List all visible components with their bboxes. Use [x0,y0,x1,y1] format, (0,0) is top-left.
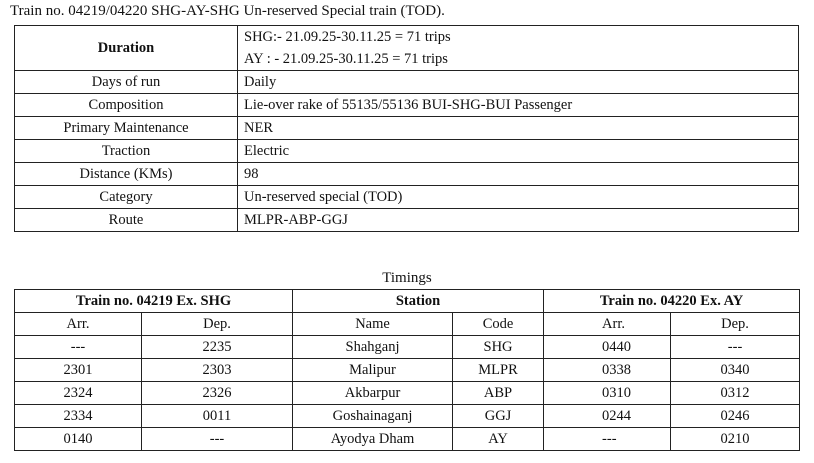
cell: 2235 [142,336,293,359]
cell: 0210 [671,428,800,451]
row-label: Composition [15,94,238,117]
cell: 0244 [544,405,671,428]
document-title: Train no. 04219/04220 SHG-AY-SHG Un-reserved Special train (TOD). [10,3,445,19]
cell: Goshainaganj [293,405,453,428]
row-value: Daily [238,71,799,94]
cell: Shahganj [293,336,453,359]
cell: 0246 [671,405,800,428]
details-row [15,71,799,94]
cell: 2326 [142,382,293,405]
cell: SHG [453,336,544,359]
row-label: Primary Maintenance [15,117,238,140]
duration-ay: AY : - 21.09.25-30.11.25 = 71 trips [244,51,448,67]
cell: 0011 [142,405,293,428]
row-value: Electric [238,140,799,163]
col-code: Code [453,313,544,336]
cell: 0338 [544,359,671,382]
cell: AY [453,428,544,451]
train-details-table [14,25,799,232]
col-dep: Dep. [142,313,293,336]
row-label: Route [15,209,238,232]
details-row [15,186,799,209]
cell: 0340 [671,359,800,382]
cell: ABP [453,382,544,405]
table-row [15,428,800,451]
cell: Akbarpur [293,382,453,405]
table-row [15,382,800,405]
cell: GGJ [453,405,544,428]
row-value: MLPR-ABP-GGJ [238,209,799,232]
cell: 0440 [544,336,671,359]
duration-label: Duration [15,26,238,71]
header-station: Station [293,290,544,313]
col-arr: Arr. [544,313,671,336]
row-label: Category [15,186,238,209]
cell: 0140 [15,428,142,451]
details-row [15,163,799,186]
cell: 2324 [15,382,142,405]
timings-caption: Timings [382,270,432,286]
col-name: Name [293,313,453,336]
cell: MLPR [453,359,544,382]
col-dep: Dep. [671,313,800,336]
cell: --- [544,428,671,451]
cell: --- [671,336,800,359]
cell: Malipur [293,359,453,382]
group-header-row [15,290,800,313]
details-row [15,94,799,117]
duration-row [15,26,799,71]
cell: 0312 [671,382,800,405]
row-value: Lie-over rake of 55135/55136 BUI-SHG-BUI Passenger [238,94,799,117]
cell: --- [15,336,142,359]
cell: 0310 [544,382,671,405]
header-train-04219: Train no. 04219 Ex. SHG [15,290,293,313]
duration-values [238,26,799,71]
cell: --- [142,428,293,451]
details-row [15,140,799,163]
row-value: NER [238,117,799,140]
cell: 2303 [142,359,293,382]
table-row [15,359,800,382]
row-value: 98 [238,163,799,186]
col-arr: Arr. [15,313,142,336]
row-label: Traction [15,140,238,163]
details-row [15,117,799,140]
row-label: Days of run [15,71,238,94]
cell: Ayodya Dham [293,428,453,451]
cell: 2334 [15,405,142,428]
row-value: Un-reserved special (TOD) [238,186,799,209]
table-row [15,405,800,428]
cell: 2301 [15,359,142,382]
row-label: Distance (KMs) [15,163,238,186]
timings-table [14,289,800,451]
duration-shg: SHG:- 21.09.25-30.11.25 = 71 trips [244,29,451,45]
table-row [15,336,800,359]
details-row [15,209,799,232]
sub-header-row [15,313,800,336]
header-train-04220: Train no. 04220 Ex. AY [544,290,800,313]
